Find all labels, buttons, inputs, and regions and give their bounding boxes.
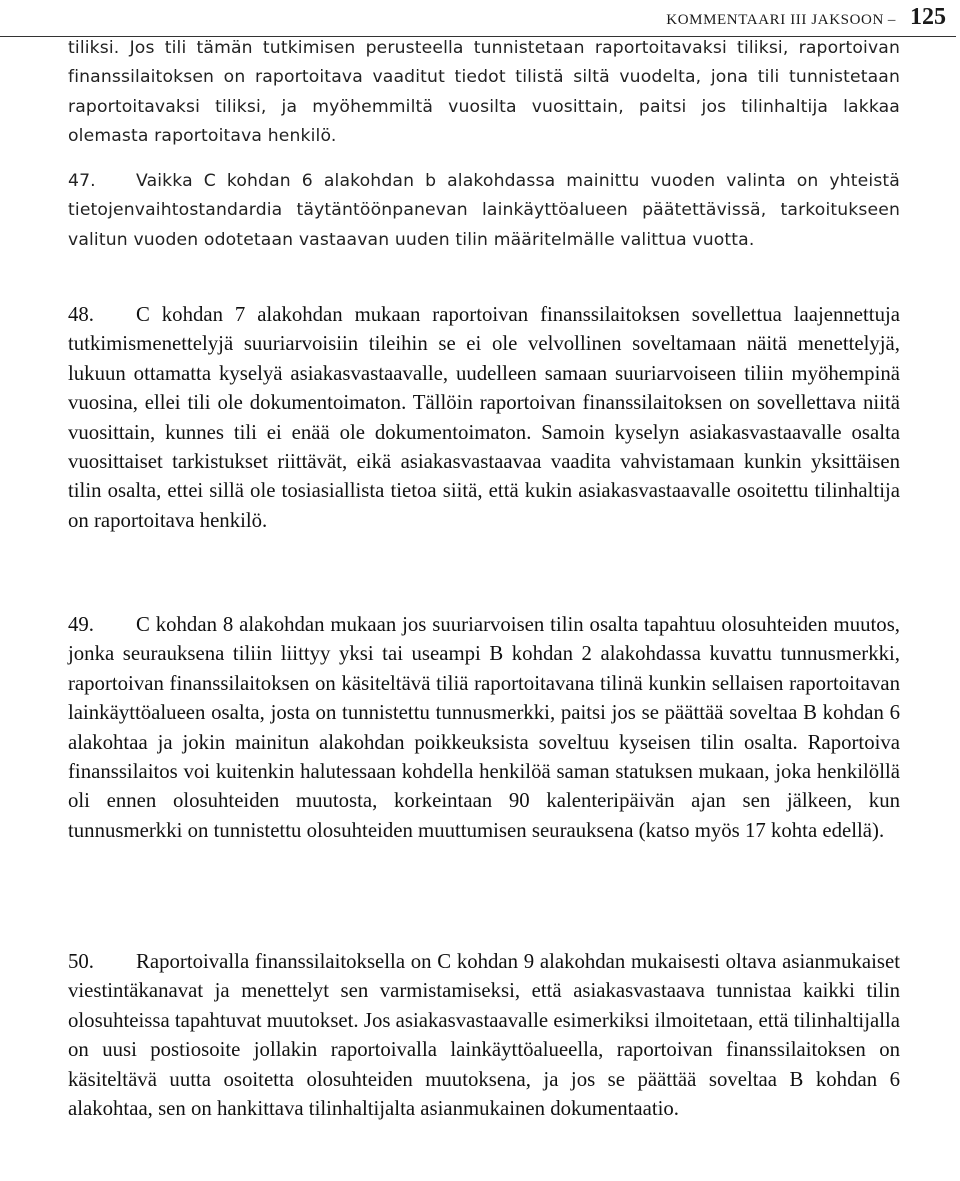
paragraph-continuation [68, 34, 900, 152]
paragraph-number: 47. [68, 171, 96, 191]
paragraph-text: C kohdan 8 alakohdan mukaan jos suuriarvoisen tilin osalta tapahtuu olosuhteiden muutos, jonka seurauksena tiliin liittyy yksi tai useampi B kohdan 2 alakohdassa kuvattu tunnusmerkki, raportoivan finanssilaitoksen on käsiteltävä tiliä raportoitavana tilinä kunkin sellaisen raportoitavan lainkäyttöalueen osalta, josta on tunnistettu tunnusmerkki, paitsi jos se päättää soveltaa B kohdan 6 alakohtaa ja jokin mainitun alakohdan poikkeuksista soveltuu kyseisen tilin osalta. Raportoiva finanssilaitos voi kuitenkin halutessaan kohdella henkilöä saman statuksen mukaan, joka henkilöllä oli ennen olosuhteiden muutosta, korkeintaan 90 kalenteripäivän ajan sen jälkeen, kun tunnusmerkki on tunnistettu olosuhteiden muuttumisen seurauksena (katso myös 17 kohta edellä). [68, 613, 900, 842]
paragraph-47 [68, 167, 900, 255]
paragraph-50 [68, 947, 900, 1123]
paragraph-number: 50. [68, 950, 94, 973]
running-head [0, 4, 960, 38]
paragraph-48 [68, 300, 900, 535]
paragraph-number: 49. [68, 613, 94, 636]
paragraph-49 [68, 610, 900, 845]
paragraph-text: C kohdan 7 alakohdan mukaan raportoivan finanssilaitoksen sovellettua laajennettuja tutkimismenettelyjä suuriarvoisiin tileihin se ei ole velvollinen soveltamaan näitä menettelyjä, lukuun ottamatta kyselyä asiakasvastaavalle, uudelleen samaan suuriarvoiseen tiliin myöhempinä vuosina, ellei tili ole dokumentoimaton. Tällöin raportoivan finanssilaitoksen on sovellettava niitä vuosittain, kunnes tili ei enää ole dokumentoimaton. Samoin kyselyn asiakasvastaavalle osalta vuosittaiset tarkistukset riittävät, eikä asiakasvastaavaa vaadita vahvistamaan kunkin yksittäisen tilin osalta, ettei sillä ole tosiasiallista tietoa siitä, että kukin asiakasvastaavalle osoitettu tilinhaltija on raportoitava henkilö. [68, 303, 900, 532]
paragraph-continuation-text: tiliksi. Jos tili tämän tutkimisen perusteella tunnistetaan raportoitavaksi tiliksi, raportoivan finanssilaitoksen on raportoitava vaaditut tiedot tilistä siltä vuodelta, jona tili tunnistetaan raportoitavaksi tiliksi, ja myöhemmiltä vuosilta vuosittain, paitsi jos tilinhaltija lakkaa olemasta raportoitava henkilö. [68, 38, 900, 147]
paragraph-text: Vaikka C kohdan 6 alakohdan b alakohdassa mainittu vuoden valinta on yhteistä tietojenvaihtostandardia täytäntöönpanevan lainkäyttöalueen päätettävissä, tarkoitukseen valitun vuoden odotetaan vastaavan uuden tilin määritelmälle valittua vuotta. [68, 171, 900, 250]
running-head-text [666, 4, 946, 31]
paragraph-text: Raportoivalla finanssilaitoksella on C kohdan 9 alakohdan mukaisesti oltava asianmukaiset viestintäkanavat ja menettelyt sen varmistamiseksi, että asiakasvastaava tunnistaa kaikki tilin olosuhteissa tapahtuvat muutokset. Jos asiakasvastaavalle esimerkiksi ilmoitetaan, että tilinhaltijalla on uusi postiosoite jollakin raportoivalla lainkäyttöalueella, raportoivan finanssilaitoksen on käsiteltävä uutta osoitetta olosuhteiden muutoksena, ja jos se päättää soveltaa B kohdan 6 alakohtaa, sen on hankittava tilinhaltijalta asianmukainen dokumentaatio. [68, 950, 900, 1121]
running-head-separator: – [887, 12, 896, 28]
page-number: 125 [910, 4, 946, 30]
paragraph-number: 48. [68, 303, 94, 326]
running-head-label: KOMMENTAARI III JAKSOON [666, 12, 884, 28]
